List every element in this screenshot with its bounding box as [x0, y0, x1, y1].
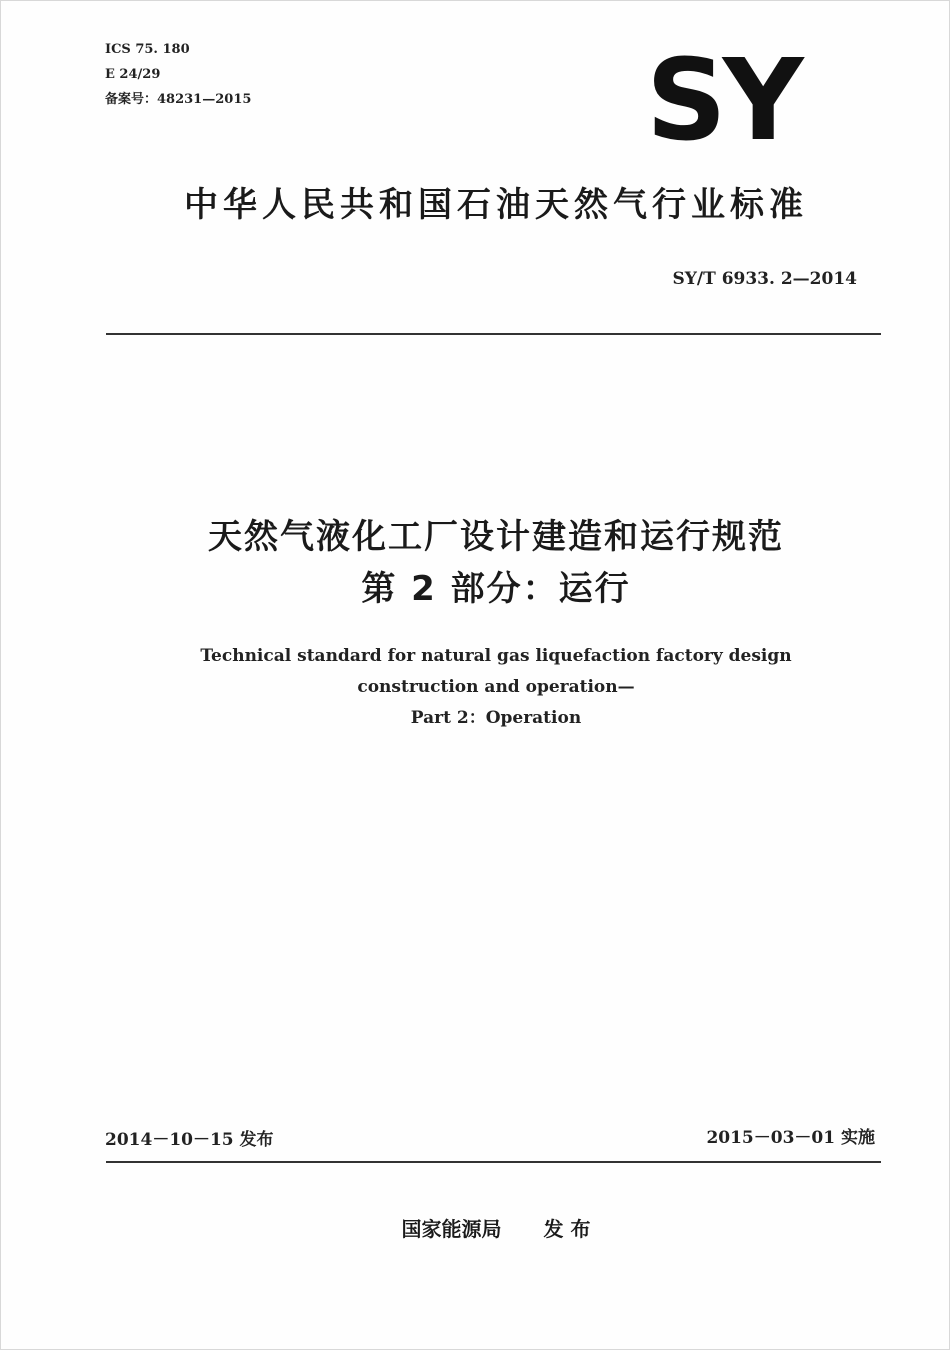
classification-block: [105, 37, 251, 112]
title-english: [1, 641, 950, 734]
publish-label: 发 布: [543, 1217, 591, 1241]
title-english-line-3: Part 2：Operation: [410, 708, 582, 728]
title-english-line-2: construction and operation—: [357, 677, 635, 697]
title-chinese-line-2: 第 2 部分：运行: [361, 569, 631, 609]
implementation-date: 2015－03－01 实施: [706, 1128, 875, 1148]
publisher-line: [1, 1213, 950, 1242]
standard-number: SY/T 6933. 2—2014: [672, 269, 857, 289]
top-divider: [106, 333, 881, 335]
publisher-name: 国家能源局: [401, 1217, 502, 1241]
sy-logo: SY: [646, 36, 800, 166]
title-chinese-line-1: 天然气液化工厂设计建造和运行规范: [208, 517, 784, 557]
record-number: 备案号：48231—2015: [105, 92, 252, 107]
issue-date: 2014－10－15 发布: [105, 1130, 274, 1150]
standard-org-title: 中华人民共和国石油天然气行业标准: [184, 185, 808, 225]
category-code: E 24/29: [105, 67, 161, 82]
bottom-divider: [106, 1161, 881, 1163]
ics-code: ICS 75. 180: [105, 42, 190, 57]
title-english-line-1: Technical standard for natural gas liquefaction factory design: [200, 646, 792, 666]
